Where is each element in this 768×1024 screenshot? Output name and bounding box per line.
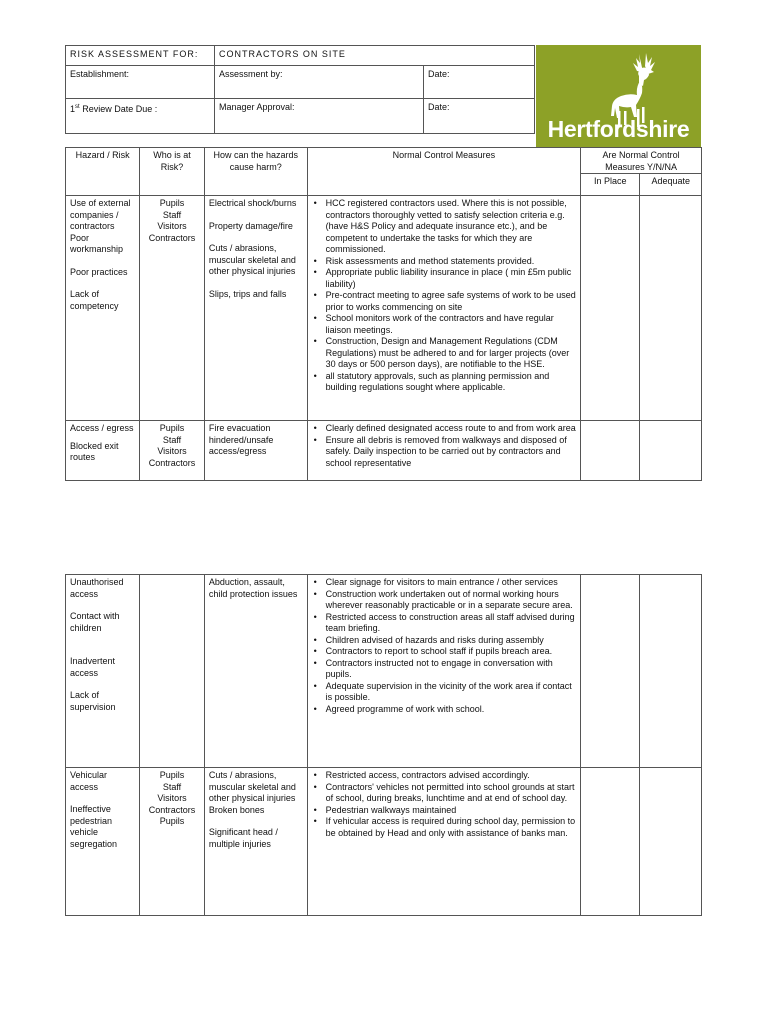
list-item: • Contractors to report to school staff if pupils breach area. bbox=[326, 646, 576, 658]
risk-assessment-for-label: RISK ASSESSMENT FOR: bbox=[66, 46, 215, 66]
assessment-header-table bbox=[65, 45, 535, 134]
control-measures-list bbox=[312, 770, 576, 839]
who-cell bbox=[140, 575, 205, 768]
table-row bbox=[66, 421, 702, 481]
list-item: • all statutory approvals, such as planning permission and building regulations sought where applicable. bbox=[326, 371, 576, 394]
col-header-controls: Normal Control Measures bbox=[307, 148, 580, 196]
controls-cell bbox=[307, 421, 580, 481]
col-header-are-normal: Are Normal Control Measures Y/N/NA bbox=[581, 148, 702, 174]
list-item: • If vehicular access is required during school day, permission to be obtained by Head and only with assistance of banks man. bbox=[326, 816, 576, 839]
list-item: • Restricted access, contractors advised accordingly. bbox=[326, 770, 576, 782]
date-field-2[interactable]: Date: bbox=[424, 99, 535, 134]
controls-cell bbox=[307, 575, 580, 768]
list-item: • Clearly defined designated access route to and from work area bbox=[326, 423, 576, 435]
list-item: • Children advised of hazards and risks during assembly bbox=[326, 635, 576, 647]
how-cell: Cuts / abrasions, muscular skeletal and other physical injuries Broken bones Significant head / multiple injuries bbox=[204, 768, 307, 916]
table-row bbox=[66, 768, 702, 916]
list-item: • Appropriate public liability insurance in place ( min £5m public liability) bbox=[326, 267, 576, 290]
hertfordshire-logo bbox=[536, 45, 701, 147]
who-cell: Pupils Staff Visitors Contractors bbox=[140, 196, 205, 421]
control-measures-list bbox=[312, 577, 576, 715]
risk-table-part-1 bbox=[65, 147, 702, 481]
hazard-cell: Unauthorised access Contact with children Inadvertent access Lack of supervision bbox=[66, 575, 140, 768]
list-item: • HCC registered contractors used. Where this is not possible, contractors thoroughly vetted to satisfy selection criteria e.g. (have H&S Policy and adequate insurance etc.), and be competent to undertake the tasks for which they are commissioned. bbox=[326, 198, 576, 256]
list-item: • Contractors instructed not to engage in conversation with pupils. bbox=[326, 658, 576, 681]
assessment-subject: CONTRACTORS ON SITE bbox=[215, 46, 535, 66]
list-item: • Pre-contract meeting to agree safe systems of work to be used prior to works commencing on site bbox=[326, 290, 576, 313]
table-row bbox=[66, 196, 702, 421]
control-measures-list bbox=[312, 198, 576, 394]
establishment-field[interactable]: Establishment: bbox=[66, 66, 215, 99]
risk-table-part-2 bbox=[65, 574, 702, 916]
date-field-1[interactable]: Date: bbox=[424, 66, 535, 99]
list-item: • School monitors work of the contractors and have regular liaison meetings. bbox=[326, 313, 576, 336]
in-place-cell[interactable] bbox=[581, 421, 640, 481]
how-cell: Electrical shock/burns Property damage/fire Cuts / abrasions, muscular skeletal and other physical injuries Slips, trips and falls bbox=[204, 196, 307, 421]
manager-approval-field[interactable]: Manager Approval: bbox=[215, 99, 424, 134]
how-cell: Abduction, assault, child protection issues bbox=[204, 575, 307, 768]
review-date-field[interactable]: 1st Review Date Due : bbox=[66, 99, 215, 134]
controls-cell bbox=[307, 196, 580, 421]
list-item: • Agreed programme of work with school. bbox=[326, 704, 576, 716]
controls-cell bbox=[307, 768, 580, 916]
list-item: • Adequate supervision in the vicinity of the work area if contact is possible. bbox=[326, 681, 576, 704]
col-header-hazard: Hazard / Risk bbox=[66, 148, 140, 196]
adequate-cell[interactable] bbox=[640, 421, 702, 481]
col-header-adequate: Adequate bbox=[640, 174, 702, 196]
list-item: • Risk assessments and method statements provided. bbox=[326, 256, 576, 268]
in-place-cell[interactable] bbox=[581, 196, 640, 421]
logo-wordmark: Hertfordshire bbox=[547, 116, 690, 142]
col-header-who: Who is at Risk? bbox=[140, 148, 205, 196]
list-item: • Construction work undertaken out of normal working hours wherever reasonably practicable or in a separate secure area. bbox=[326, 589, 576, 612]
adequate-cell[interactable] bbox=[640, 575, 702, 768]
list-item: • Construction, Design and Management Regulations (CDM Regulations) must be adhered to and for larger projects (over 30 days or 500 person days), are notifiable to the HSE. bbox=[326, 336, 576, 371]
list-item: • Restricted access to construction areas all staff advised during team briefing. bbox=[326, 612, 576, 635]
how-cell: Fire evacuation hindered/unsafe access/egress bbox=[204, 421, 307, 481]
in-place-cell[interactable] bbox=[581, 768, 640, 916]
list-item: • Clear signage for visitors to main entrance / other services bbox=[326, 577, 576, 589]
col-header-how: How can the hazards cause harm? bbox=[204, 148, 307, 196]
who-cell: Pupils Staff Visitors Contractors bbox=[140, 421, 205, 481]
list-item: • Contractors' vehicles not permitted into school grounds at start of school, during breaks, lunchtime and at end of school day. bbox=[326, 782, 576, 805]
table-row bbox=[66, 575, 702, 768]
hazard-cell: Access / egress Blocked exit routes bbox=[66, 421, 140, 481]
assessment-by-field[interactable]: Assessment by: bbox=[215, 66, 424, 99]
adequate-cell[interactable] bbox=[640, 196, 702, 421]
control-measures-list bbox=[312, 423, 576, 469]
adequate-cell[interactable] bbox=[640, 768, 702, 916]
in-place-cell[interactable] bbox=[581, 575, 640, 768]
col-header-in-place: In Place bbox=[581, 174, 640, 196]
list-item: • Pedestrian walkways maintained bbox=[326, 805, 576, 817]
list-item: • Ensure all debris is removed from walkways and disposed of safely. Daily inspection to be carried out by contractors and school representative bbox=[326, 435, 576, 470]
hazard-cell: Use of external companies / contractors Poor workmanship Poor practices Lack of competency bbox=[66, 196, 140, 421]
who-cell: Pupils Staff Visitors Contractors Pupils bbox=[140, 768, 205, 916]
hazard-cell: Vehicular access Ineffective pedestrian vehicle segregation bbox=[66, 768, 140, 916]
